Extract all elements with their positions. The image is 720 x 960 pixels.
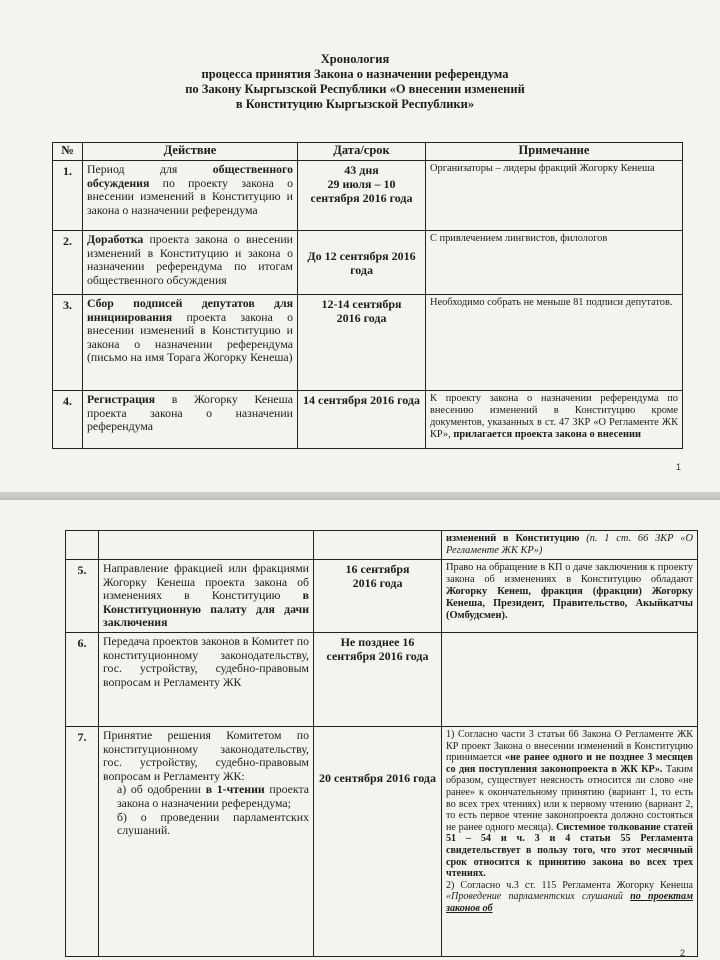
row-action	[99, 560, 314, 633]
row-action	[99, 726, 314, 956]
page-number: 2	[680, 948, 686, 958]
table-row	[53, 295, 683, 391]
row-date	[314, 560, 442, 633]
empty-cell	[99, 531, 314, 560]
row-note: Организаторы – лидеры фракций Жогорку Кенеша	[426, 161, 683, 231]
note-bold-text: изменений в Конституцию	[446, 533, 580, 544]
note-text: 2) Согласно ч.3 ст. 115 Регламента Жогорку Кенеша	[446, 879, 693, 891]
action-text: а) об одобрении	[117, 782, 206, 797]
date-line: 16 сентября	[345, 562, 410, 576]
date-line: 2016 года	[352, 576, 403, 590]
action-text: в Жогорку Кенеша проекта закона о назначении референдума	[87, 392, 293, 434]
row-date	[298, 391, 426, 449]
empty-cell	[314, 531, 442, 560]
title-line-4: в Конституцию Кыргызской Республики»	[235, 97, 475, 111]
date-line: 43 дня	[344, 163, 379, 177]
action-text: Направление фракцией или фракциями Жогорку Кенеша проекта закона об изменениях в Конституцию	[103, 561, 309, 603]
action-bold-text: в 1-чтении	[205, 782, 265, 797]
table-row	[66, 726, 698, 956]
row-note	[442, 560, 698, 633]
row-number: 2.	[53, 231, 83, 295]
row-note	[426, 391, 683, 449]
continuation-row	[66, 531, 698, 560]
date-line: 12-14 сентября	[321, 297, 402, 311]
row-note	[442, 531, 698, 560]
date-line: Не позднее 16 сентября 2016 года	[326, 634, 429, 663]
date-line: До 12 сентября 2016 года	[307, 248, 416, 277]
row-note	[442, 632, 698, 726]
row-action	[83, 391, 298, 449]
row-number: 5.	[66, 560, 99, 633]
action-bold-text: Сбор подписей депутатов для инициирования	[87, 296, 293, 324]
note-italic-text: (п. 1 ст. 66 ЗКР «О Регламенте ЖК КР»)	[446, 533, 693, 556]
action-item-b: б) о проведении парламентских слушаний.	[117, 809, 309, 838]
note-italic-text: «Проведение парламентских слушаний	[446, 891, 631, 903]
row-action: Передача проектов законов в Комитет по конституционному законодательству, гос. устройству, судебно-правовым вопросам и Регламенту ЖК	[99, 632, 314, 726]
row-number: 3.	[53, 295, 83, 391]
date-line: 2016 года	[336, 311, 387, 325]
table-row	[53, 231, 683, 295]
date-line: 29 июля – 10 сентября 2016 года	[310, 177, 413, 205]
header-action: Действие	[83, 143, 298, 161]
note-text: К проекту закона о назначении референдума по внесению изменений в Конституцию кроме документов, указанных в ст. 47 ЗКР «О Регламенте ЖК КР»,	[430, 393, 678, 440]
action-text: проекта закона о внесении изменений в Конституцию и закона о назначении референдума (письмо на имя Торага Жогорку Кенеша)	[87, 309, 293, 365]
table-row	[66, 560, 698, 633]
title-line-2: процесса принятия Закона о назначении референдума	[201, 67, 509, 81]
note-bold-text: «не ранее одного и не позднее 3 месяцев со дня поступления законопроекта в ЖК КР».	[446, 752, 693, 775]
table-row	[53, 161, 683, 231]
action-text: Принятие решения Комитетом по конституционному законодательству, гос. устройству, судебно-правовым вопросам и Регламенту ЖК:	[103, 727, 309, 783]
row-date	[314, 632, 442, 726]
note-bold-text: Жогорку Кенеш, фракция (фракции) Жогорку Кенеша, Президент, Правительство, Акыйкатчы (Омбудсмен).	[446, 586, 693, 621]
action-bold-text: общественного обсуждения	[87, 162, 293, 190]
action-bold-text: в Конституционную палату для дачи заключения	[103, 588, 309, 630]
action-bold-text: Регистрация	[87, 392, 156, 406]
table-row	[66, 632, 698, 726]
note-text: Право на обращение в КП о даче заключения к проекту закона об изменениях в Конституцию обладают	[446, 562, 693, 585]
header-note: Примечание	[426, 143, 683, 161]
row-date	[298, 161, 426, 231]
row-action	[83, 231, 298, 295]
row-action	[83, 161, 298, 231]
action-text: проекта закона о внесении изменений в Конституцию и закона о назначении референдума по итогам общественного обсуждения	[87, 232, 293, 287]
row-number: 7.	[66, 726, 99, 956]
note-bold-text: прилагается проекта закона о внесении	[453, 429, 641, 440]
row-note: С привлечением лингвистов, филологов	[426, 231, 683, 295]
note-bold-underlined-text: по проектам законов об	[446, 891, 693, 914]
title-line-3: по Закону Кыргызской Республики «О внесении изменений	[185, 82, 525, 96]
action-bold-text: Доработка	[87, 232, 144, 246]
row-number: 4.	[53, 391, 83, 449]
chronology-table-page-2	[65, 530, 698, 957]
row-date	[298, 295, 426, 391]
date-line: 20 сентября 2016 года	[319, 770, 436, 785]
action-item-a	[103, 783, 309, 810]
row-note	[442, 726, 698, 956]
action-text: проекта закона о назначении референдума;	[117, 782, 309, 810]
row-date	[314, 726, 442, 956]
note-text: Таким образом, существует неясность относится ли слово «не ранее» к окончательному принятию (вариант 1, то есть во всех трех чтениях) или к первому чтению (вариант 2, то есть первое чтение законопроекта должно состояться не ранее одного месяца).	[446, 763, 693, 833]
title-line-1: Хронология	[320, 52, 390, 66]
chronology-table-page-1	[52, 142, 683, 449]
row-number: 1.	[53, 161, 83, 231]
date-line: 14 сентября 2016 года	[303, 393, 420, 407]
row-date	[298, 231, 426, 295]
empty-cell	[66, 531, 99, 560]
row-number: 6.	[66, 632, 99, 726]
document-title	[130, 52, 580, 112]
header-date: Дата/срок	[298, 143, 426, 161]
table-row	[53, 391, 683, 449]
page-gap	[0, 492, 720, 500]
action-text: по проекту закона о внесении изменений в Конституцию и закона о назначении референдума	[87, 175, 293, 217]
header-num: №	[53, 143, 83, 161]
action-text: Период для	[87, 162, 213, 176]
note-text: 1) Согласно части 3 статьи 66 Закона О Регламенте ЖК КР проект Закона о внесении изменений в Конституцию принимается	[446, 728, 693, 764]
page-number: 1	[676, 462, 682, 472]
row-note: Необходимо собрать не меньше 81 подписи депутатов.	[426, 295, 683, 391]
table-header-row	[53, 143, 683, 161]
row-action	[83, 295, 298, 391]
note-bold-text: Системное толкование статей 51 – 54 и ч. 3 и 4 статьи 55 Регламента свидетельствует в пользу того, что этот месячный срок относится к принятию закона во всех трех чтениях.	[446, 821, 693, 880]
